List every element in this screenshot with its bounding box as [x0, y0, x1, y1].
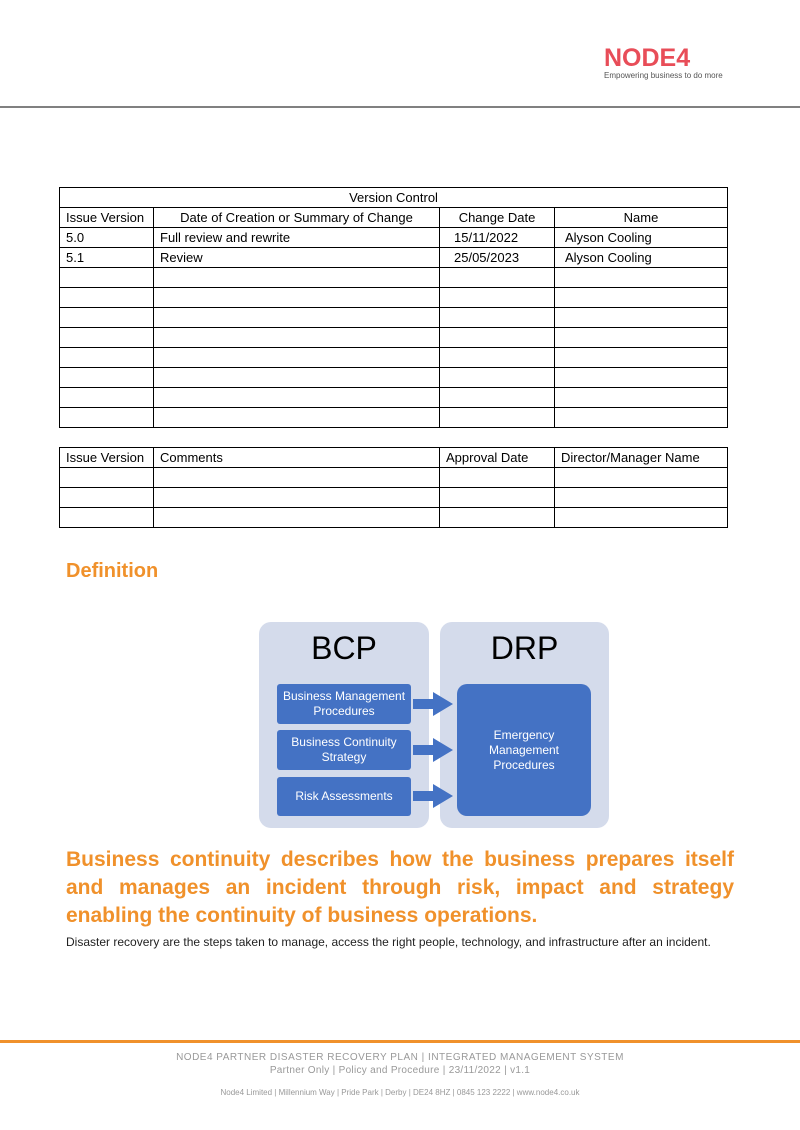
- version-control-cell: Review: [154, 248, 440, 268]
- version-control-header-cell: Name: [555, 208, 728, 228]
- version-control-row: [60, 408, 728, 428]
- version-control-cell: [440, 388, 555, 408]
- version-control-cell: [555, 408, 728, 428]
- version-control-cell: [60, 408, 154, 428]
- header-divider: [0, 106, 800, 108]
- version-control-cell: [440, 348, 555, 368]
- version-control-cell: Alyson Cooling: [555, 248, 728, 268]
- approval-cell: [440, 488, 555, 508]
- bcp-title: BCP: [311, 630, 377, 666]
- bcp-panel: [259, 622, 429, 828]
- bcp-drp-diagram: [259, 622, 609, 828]
- drp-title: DRP: [490, 630, 559, 666]
- version-control-table: [59, 187, 728, 428]
- version-control-row: [60, 288, 728, 308]
- version-control-cell: [154, 268, 440, 288]
- bc-definition-highlight: Business continuity describes how the business prepares itself and manages an incident through risk, impact and strategy enabling the continuity of business operations.: [66, 848, 734, 927]
- diagram-arrows: [411, 622, 459, 828]
- footer-company-address: Node4 Limited | Millennium Way | Pride Park | Derby | DE24 8HZ | 0845 123 2222 | www.node4.co.uk: [220, 1088, 580, 1097]
- version-control-cell: 25/05/2023: [440, 248, 555, 268]
- version-control-cell: [154, 308, 440, 328]
- version-control-cell: [555, 268, 728, 288]
- footer-doc-title: NODE4 PARTNER DISASTER RECOVERY PLAN | INTEGRATED MANAGEMENT SYSTEM: [176, 1052, 624, 1063]
- business-management-box: Business Management Procedures: [277, 684, 411, 724]
- logo-wordmark: NODE4: [604, 44, 691, 72]
- version-control-row: [60, 308, 728, 328]
- version-control-cell: [60, 368, 154, 388]
- version-control-cell: [440, 308, 555, 328]
- version-control-cell: 5.0: [60, 228, 154, 248]
- version-control-cell: Alyson Cooling: [555, 228, 728, 248]
- version-control-header-cell: Date of Creation or Summary of Change: [154, 208, 440, 228]
- emergency-management-box: Emergency Management Procedures: [457, 684, 591, 816]
- version-control-cell: [440, 328, 555, 348]
- version-control-cell: [154, 408, 440, 428]
- business-continuity-box: Business Continuity Strategy: [277, 730, 411, 770]
- version-control-cell: [555, 388, 728, 408]
- version-control-cell: [555, 348, 728, 368]
- version-control-cell: [555, 368, 728, 388]
- approval-row: [60, 508, 728, 528]
- version-control-cell: [60, 388, 154, 408]
- footer-divider: [0, 1040, 800, 1043]
- version-control-cell: [154, 348, 440, 368]
- version-control-cell: [555, 308, 728, 328]
- version-control-header-row: [60, 208, 728, 228]
- version-control-cell: 15/11/2022: [440, 228, 555, 248]
- version-control-cell: [555, 328, 728, 348]
- approval-header-row: [60, 448, 728, 468]
- version-control-cell: Full review and rewrite: [154, 228, 440, 248]
- version-control-cell: [154, 288, 440, 308]
- version-control-cell: [440, 288, 555, 308]
- approval-cell: [154, 468, 440, 488]
- version-control-cell: [60, 328, 154, 348]
- approval-row: [60, 488, 728, 508]
- version-control-row: [60, 248, 728, 268]
- version-control-row: [60, 328, 728, 348]
- version-control-cell: 5.1: [60, 248, 154, 268]
- version-control-cell: [60, 268, 154, 288]
- approval-cell: [555, 508, 728, 528]
- definition-heading: Definition: [66, 560, 159, 582]
- approval-cell: [154, 488, 440, 508]
- version-control-row: [60, 268, 728, 288]
- arrow-3: [413, 784, 453, 808]
- node4-logo: [604, 45, 734, 80]
- footer-doc-meta: Partner Only | Policy and Procedure | 23/11/2022 | v1.1: [269, 1065, 531, 1076]
- approval-header-cell: Comments: [154, 448, 440, 468]
- arrow-1: [413, 692, 453, 716]
- version-control-row: [60, 228, 728, 248]
- version-control-header-cell: Change Date: [440, 208, 555, 228]
- version-control-row: [60, 368, 728, 388]
- logo-tagline: Empowering business to do more: [604, 71, 723, 80]
- arrow-2: [413, 738, 453, 762]
- version-control-cell: [60, 308, 154, 328]
- approval-header-cell: Approval Date: [440, 448, 555, 468]
- version-control-row: [60, 388, 728, 408]
- dr-definition-text: Disaster recovery are the steps taken to manage, access the right people, technology, and infrastructure after an incident.: [66, 935, 711, 949]
- risk-assessments-box: Risk Assessments: [277, 777, 411, 816]
- approval-cell: [555, 488, 728, 508]
- approval-header-cell: Issue Version: [60, 448, 154, 468]
- version-control-cell: [440, 268, 555, 288]
- version-control-cell: [440, 368, 555, 388]
- approval-header-cell: Director/Manager Name: [555, 448, 728, 468]
- approval-cell: [440, 508, 555, 528]
- approval-row: [60, 468, 728, 488]
- version-control-cell: [60, 348, 154, 368]
- approval-cell: [154, 508, 440, 528]
- version-control-row: [60, 348, 728, 368]
- approval-table: [59, 447, 728, 528]
- version-control-title: Version Control: [60, 188, 728, 208]
- version-control-header-cell: Issue Version: [60, 208, 154, 228]
- approval-cell: [555, 468, 728, 488]
- version-control-cell: [154, 388, 440, 408]
- approval-cell: [60, 468, 154, 488]
- approval-cell: [60, 508, 154, 528]
- version-control-cell: [154, 368, 440, 388]
- approval-cell: [60, 488, 154, 508]
- approval-cell: [440, 468, 555, 488]
- version-control-cell: [555, 288, 728, 308]
- version-control-cell: [154, 328, 440, 348]
- version-control-cell: [440, 408, 555, 428]
- version-control-cell: [60, 288, 154, 308]
- drp-panel: [440, 622, 609, 828]
